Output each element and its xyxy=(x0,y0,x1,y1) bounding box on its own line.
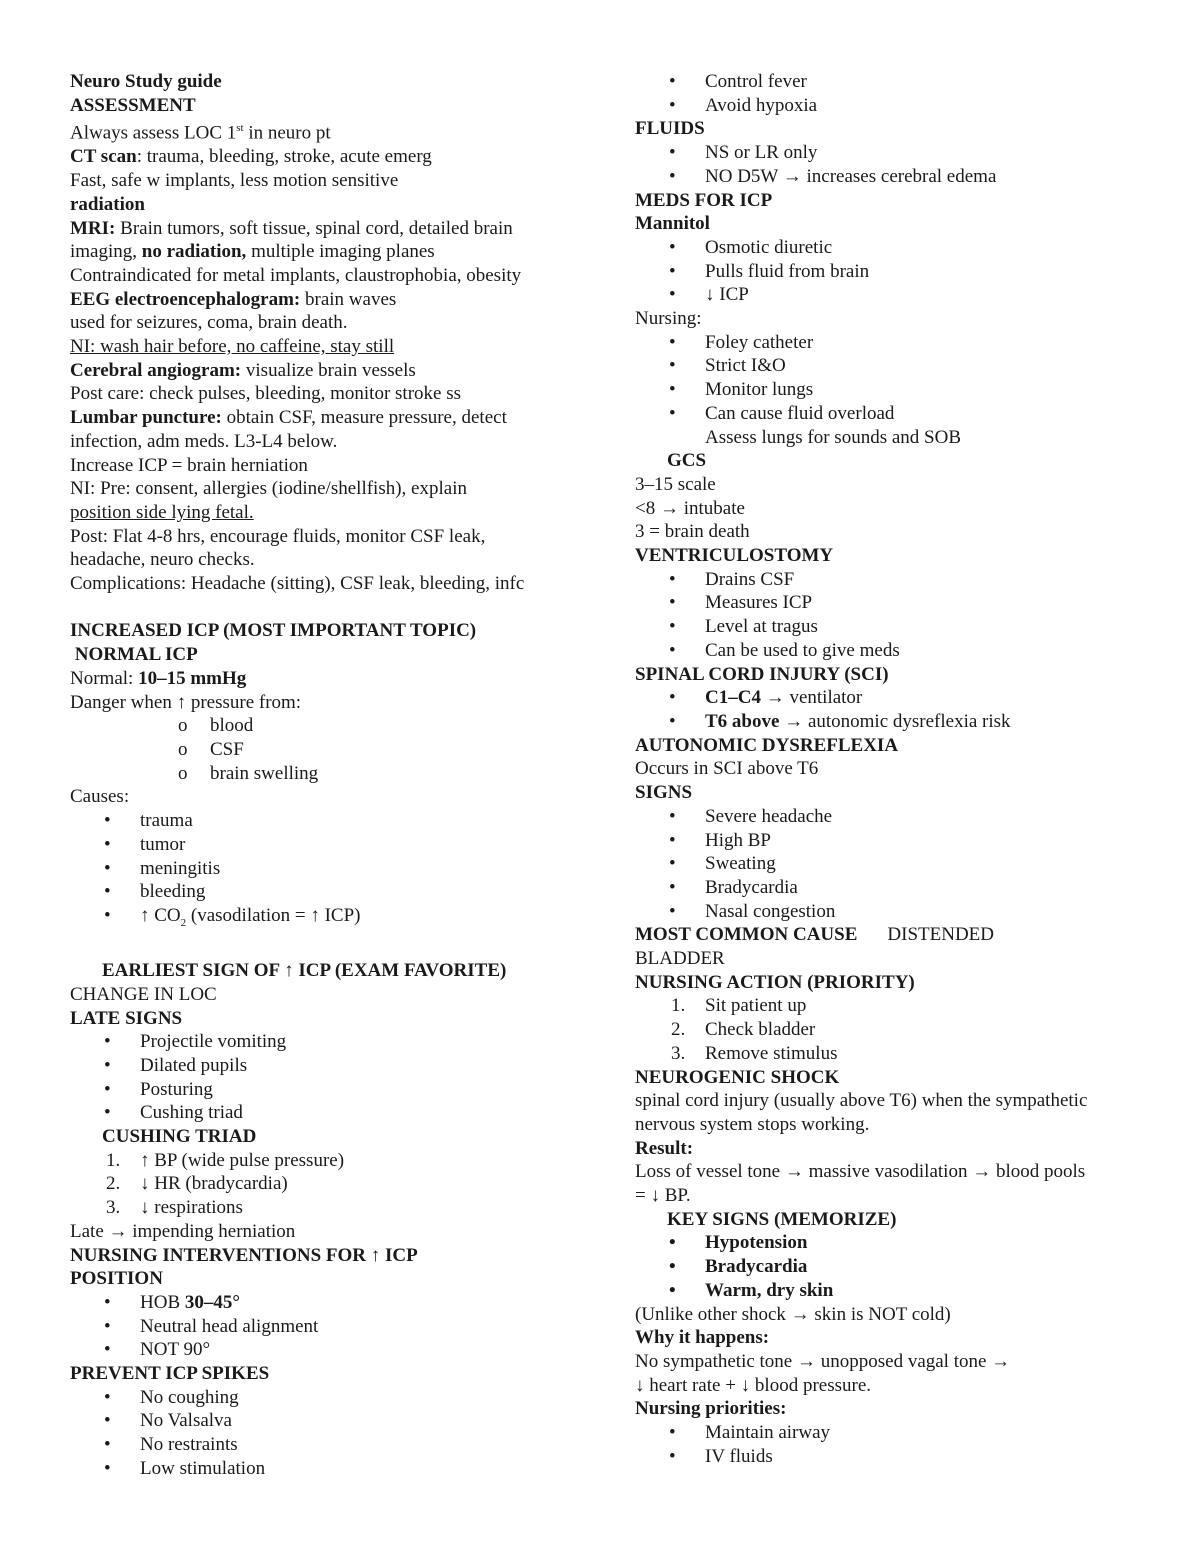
action-item-text: Remove stimulus xyxy=(705,1042,838,1064)
ventriculostomy-heading: VENTRICULOSTOMY xyxy=(635,545,834,567)
mannitol-item-text: ↓ ICP xyxy=(705,284,749,306)
circle-bullet-icon: o xyxy=(178,739,188,760)
bullet-icon: • xyxy=(104,1339,111,1361)
ventric-item xyxy=(635,639,1155,663)
circle-bullet-icon: o xyxy=(178,715,188,737)
sci-level: T6 above xyxy=(705,710,780,732)
nursing-item-text: Monitor lungs xyxy=(705,379,814,401)
cause-item-text: meningitis xyxy=(140,857,221,879)
cause-item-text: tumor xyxy=(140,833,186,855)
normal-line xyxy=(70,667,590,691)
key-sign-text: Hypotension xyxy=(705,1232,808,1254)
cushing-item xyxy=(70,1196,590,1220)
key-sign-item xyxy=(635,1279,1155,1303)
sign-item-text: Bradycardia xyxy=(705,876,798,898)
mannitol-item xyxy=(635,283,1155,307)
late-sign-text: Dilated pupils xyxy=(140,1054,248,1076)
radiation-label: radiation xyxy=(70,193,145,215)
action-item-text: Sit patient up xyxy=(705,995,807,1017)
ns-line-2: nervous system stops working. xyxy=(635,1113,870,1135)
fluid-item xyxy=(635,141,1155,165)
ns-line-1: spinal cord injury (usually above T6) when the sympathetic xyxy=(635,1090,1088,1112)
causes-label: Causes: xyxy=(70,786,130,808)
bullet-icon: • xyxy=(669,71,676,92)
priorities-heading: Nursing priorities: xyxy=(635,1398,787,1420)
late-sign-text: Projectile vomiting xyxy=(140,1031,287,1053)
mannitol-heading: Mannitol xyxy=(635,213,710,235)
mri-text-2c: multiple imaging planes xyxy=(246,241,435,263)
angio-label: Cerebral angiogram: xyxy=(70,359,242,381)
fluid-item-text: NO D5W → increases cerebral edema xyxy=(705,165,997,187)
eeg-line-2: used for seizures, coma, brain death. xyxy=(70,312,348,334)
bullet-icon: • xyxy=(104,1078,111,1100)
nursing-item-text: Can cause fluid overload xyxy=(705,402,895,424)
bullet-icon: • xyxy=(669,1279,676,1301)
prevent-spikes-heading: PREVENT ICP SPIKES xyxy=(70,1363,270,1385)
ventric-item-text: Can be used to give meds xyxy=(705,639,900,661)
sci-item-text: → ventilator xyxy=(760,687,863,709)
normal-icp-heading: NORMAL ICP xyxy=(70,644,198,666)
cushing-item xyxy=(70,1149,590,1173)
bullet-icon: • xyxy=(104,833,111,855)
neurogenic-shock-heading: NEUROGENIC SHOCK xyxy=(635,1066,840,1088)
ventric-item-text: Measures ICP xyxy=(705,592,813,614)
bullet-icon: • xyxy=(669,805,676,827)
bullet-icon: • xyxy=(669,94,676,116)
angio-post-care: Post care: check pulses, bleeding, monitor stroke ss xyxy=(70,383,462,405)
bullet-icon: • xyxy=(669,853,676,875)
mannitol-item xyxy=(635,260,1155,284)
key-sign-item xyxy=(635,1231,1155,1255)
mannitol-item xyxy=(635,236,1155,260)
danger-item-text: CSF xyxy=(210,739,244,760)
bullet-icon: • xyxy=(104,1386,111,1408)
assess-lungs: Assess lungs for sounds and SOB xyxy=(705,426,961,448)
bullet-icon: • xyxy=(669,236,676,258)
priority-item-text: IV fluids xyxy=(705,1445,773,1467)
mri-line xyxy=(70,217,590,241)
key-sign-text: Warm, dry skin xyxy=(705,1279,834,1301)
prevent-item xyxy=(70,1409,590,1433)
bullet-icon: • xyxy=(669,355,676,377)
prevent-item xyxy=(70,1386,590,1410)
co2-text-end: (vasodilation = ↑ ICP) xyxy=(186,904,361,926)
ct-line xyxy=(70,145,590,169)
danger-item xyxy=(70,762,590,786)
position-item xyxy=(70,1338,590,1362)
lp-nursing-pre: NI: Pre: consent, allergies (iodine/shellfish), explain xyxy=(70,478,467,500)
cushing-item-text: ↑ BP (wide pulse pressure) xyxy=(140,1149,345,1171)
left-column xyxy=(70,70,590,1481)
position-item-text: NOT 90° xyxy=(140,1339,211,1361)
cause-item xyxy=(70,833,590,857)
eeg-nursing: NI: wash hair before, no caffeine, stay still xyxy=(70,336,395,358)
loc-text: Always assess LOC 1 xyxy=(70,122,237,144)
danger-item-text: brain swelling xyxy=(210,762,319,784)
nursing-action-heading: NURSING ACTION (PRIORITY) xyxy=(635,971,915,993)
co2-text: ↑ CO xyxy=(140,904,181,926)
bullet-icon: • xyxy=(669,900,676,922)
bullet-icon: • xyxy=(669,639,676,661)
lp-icp: Increase ICP = brain herniation xyxy=(70,454,308,476)
bullet-icon: • xyxy=(669,1445,676,1467)
circle-bullet-icon: o xyxy=(178,762,188,784)
nursing-item-text: Foley catheter xyxy=(705,331,814,353)
result-heading: Result: xyxy=(635,1137,694,1159)
priority-item xyxy=(635,1421,1155,1445)
assessment-heading: ASSESSMENT xyxy=(70,94,196,116)
mri-no-radiation: no radiation, xyxy=(141,241,247,263)
bullet-icon: • xyxy=(669,1232,676,1254)
danger-line: Danger when ↑ pressure from: xyxy=(70,691,302,713)
bullet-icon: • xyxy=(104,1434,111,1456)
bullet-icon: • xyxy=(104,1457,111,1479)
common-cause-line xyxy=(635,923,1155,947)
bullet-icon: • xyxy=(669,592,676,614)
mannitol-item-text: Pulls fluid from brain xyxy=(705,260,870,282)
cushing-item-text: ↓ respirations xyxy=(140,1197,243,1219)
prevent-item-text: No coughing xyxy=(140,1386,239,1408)
ct-text: : trauma, bleeding, stroke, acute emerg xyxy=(136,146,432,168)
late-signs-heading: LATE SIGNS xyxy=(70,1007,183,1029)
lp-line-2: infection, adm meds. L3-L4 below. xyxy=(70,430,338,452)
hob-angle: 30–45° xyxy=(184,1291,240,1313)
sci-heading: SPINAL CORD INJURY (SCI) xyxy=(635,663,889,685)
mri-text-2a: imaging, xyxy=(70,241,142,263)
sign-item-text: Sweating xyxy=(705,853,776,875)
mri-label: MRI: xyxy=(70,217,116,239)
loc-sup: st xyxy=(236,122,244,135)
ad-occurs: Occurs in SCI above T6 xyxy=(635,758,819,780)
top-item xyxy=(635,94,1155,118)
right-column xyxy=(635,70,1155,1468)
gcs-line: 3 = brain death xyxy=(635,521,750,543)
signs-heading: SIGNS xyxy=(635,782,693,804)
bullet-icon: • xyxy=(669,568,676,590)
result-line-2: = ↓ BP. xyxy=(635,1185,691,1207)
bullet-icon: • xyxy=(669,142,676,164)
mri-text: Brain tumors, soft tissue, spinal cord, detailed brain xyxy=(115,217,513,239)
ventric-item-text: Drains CSF xyxy=(705,568,795,590)
sci-item xyxy=(635,686,1155,710)
result-line-1: Loss of vessel tone → massive vasodilation → blood pools xyxy=(635,1161,1086,1183)
danger-item xyxy=(70,714,590,738)
prevent-item xyxy=(70,1457,590,1481)
action-item xyxy=(635,1042,1155,1066)
list-number: 2. xyxy=(106,1173,121,1195)
bullet-icon: • xyxy=(669,331,676,353)
sign-item xyxy=(635,805,1155,829)
bullet-icon: • xyxy=(669,379,676,401)
prevent-item-text: No restraints xyxy=(140,1434,238,1456)
bullet-icon: • xyxy=(669,616,676,638)
bullet-icon: • xyxy=(104,1102,111,1124)
danger-item-text: blood xyxy=(210,715,254,737)
key-sign-text: Bradycardia xyxy=(705,1256,808,1278)
position-heading: POSITION xyxy=(70,1268,163,1290)
bullet-icon: • xyxy=(669,710,676,732)
cause-item xyxy=(70,857,590,881)
late-sign-text: Posturing xyxy=(140,1078,213,1100)
prevent-item-text: Low stimulation xyxy=(140,1457,266,1479)
ventric-item xyxy=(635,568,1155,592)
loc-text-end: in neuro pt xyxy=(243,122,331,144)
bullet-icon: • xyxy=(104,1031,111,1053)
fluids-heading: FLUIDS xyxy=(635,118,705,140)
list-number: 1. xyxy=(671,995,686,1017)
action-item-text: Check bladder xyxy=(705,1019,816,1041)
normal-value: 10–15 mmHg xyxy=(138,667,247,689)
position-item xyxy=(70,1315,590,1339)
co2-subscript: 2 xyxy=(180,916,187,929)
gcs-line: <8 → intubate xyxy=(635,497,745,519)
late-herniation: Late → impending herniation xyxy=(70,1220,296,1242)
angio-line xyxy=(70,359,590,383)
sign-item-text: High BP xyxy=(705,829,771,851)
unlike-other-shock: (Unlike other shock → skin is NOT cold) xyxy=(635,1303,951,1325)
nursing-item xyxy=(635,331,1155,355)
cushing-triad-heading: CUSHING TRIAD xyxy=(102,1126,257,1148)
bullet-icon: • xyxy=(104,857,111,879)
earliest-sign-heading: EARLIEST SIGN OF ↑ ICP (EXAM FAVORITE) xyxy=(102,960,507,982)
change-in-loc: CHANGE IN LOC xyxy=(70,983,217,1005)
bullet-icon: • xyxy=(669,1256,676,1278)
gcs-line: 3–15 scale xyxy=(635,473,716,495)
key-signs-heading: KEY SIGNS (MEMORIZE) xyxy=(667,1208,897,1230)
sign-item xyxy=(635,852,1155,876)
normal-label: Normal: xyxy=(70,667,139,689)
bullet-icon: • xyxy=(104,1054,111,1076)
sign-item xyxy=(635,876,1155,900)
list-number: 3. xyxy=(671,1042,686,1064)
late-sign-item xyxy=(70,1030,590,1054)
ct-label: CT scan xyxy=(70,146,137,168)
danger-item xyxy=(70,738,590,762)
sign-item-text: Severe headache xyxy=(705,805,833,827)
bullet-icon: • xyxy=(669,402,676,424)
bullet-icon: • xyxy=(104,810,111,832)
increased-icp-heading: INCREASED ICP (MOST IMPORTANT TOPIC) xyxy=(70,620,477,642)
ventric-item xyxy=(635,615,1155,639)
loc-line xyxy=(70,117,590,145)
sci-item xyxy=(635,710,1155,734)
top-item-text: Control fever xyxy=(705,71,807,92)
mannitol-item-text: Osmotic diuretic xyxy=(705,236,833,258)
late-sign-item xyxy=(70,1101,590,1125)
nursing-item xyxy=(635,378,1155,402)
lp-line xyxy=(70,406,590,430)
why-line-2: ↓ heart rate + ↓ blood pressure. xyxy=(635,1374,871,1396)
nursing-label: Nursing: xyxy=(635,308,702,330)
top-item xyxy=(635,70,1155,94)
position-item xyxy=(70,1291,590,1315)
bullet-icon: • xyxy=(104,904,111,926)
bullet-icon: • xyxy=(104,1410,111,1432)
sign-item-text: Nasal congestion xyxy=(705,900,836,922)
position-item-text: Neutral head alignment xyxy=(140,1315,319,1337)
common-cause-label: MOST COMMON CAUSE xyxy=(635,924,858,946)
key-sign-item xyxy=(635,1255,1155,1279)
ct-line-2: Fast, safe w implants, less motion sensitive xyxy=(70,170,399,192)
sign-item xyxy=(635,900,1155,924)
common-cause-value: DISTENDED xyxy=(887,924,994,946)
prevent-item xyxy=(70,1433,590,1457)
ad-heading: AUTONOMIC DYSREFLEXIA xyxy=(635,734,899,756)
cause-item xyxy=(70,880,590,904)
eeg-label: EEG electroencephalogram: xyxy=(70,288,301,310)
lp-label: Lumbar puncture: xyxy=(70,407,222,429)
action-item xyxy=(635,994,1155,1018)
meds-heading: MEDS FOR ICP xyxy=(635,189,773,211)
prevent-item-text: No Valsalva xyxy=(140,1410,232,1432)
fluid-item xyxy=(635,165,1155,189)
late-sign-item xyxy=(70,1054,590,1078)
cushing-item-text: ↓ HR (bradycardia) xyxy=(140,1173,288,1195)
nursing-interventions-heading: NURSING INTERVENTIONS FOR ↑ ICP xyxy=(70,1244,418,1266)
document-title: Neuro Study guide xyxy=(70,71,222,92)
priority-item xyxy=(635,1445,1155,1469)
lp-position: position side lying fetal. xyxy=(70,501,254,523)
late-sign-text: Cushing triad xyxy=(140,1102,243,1124)
action-item xyxy=(635,1018,1155,1042)
lp-post-2: headache, neuro checks. xyxy=(70,549,255,571)
sci-item-text: → autonomic dysreflexia risk xyxy=(779,710,1011,732)
lp-post-1: Post: Flat 4-8 hrs, encourage fluids, monitor CSF leak, xyxy=(70,525,486,547)
bullet-icon: • xyxy=(669,1422,676,1444)
eeg-line xyxy=(70,288,590,312)
spacer xyxy=(70,596,590,620)
ventric-item-text: Level at tragus xyxy=(705,616,818,638)
hob-text: HOB xyxy=(140,1291,185,1313)
cause-item-text: trauma xyxy=(140,810,193,832)
angio-text: visualize brain vessels xyxy=(241,359,416,381)
bullet-icon: • xyxy=(669,687,676,709)
bullet-icon: • xyxy=(669,165,676,187)
gcs-heading: GCS xyxy=(667,450,707,472)
ventric-item xyxy=(635,591,1155,615)
spacer xyxy=(70,935,590,959)
bullet-icon: • xyxy=(104,1291,111,1313)
priority-item-text: Maintain airway xyxy=(705,1422,831,1444)
sci-level: C1–C4 xyxy=(705,687,761,709)
bullet-icon: • xyxy=(669,876,676,898)
bullet-icon: • xyxy=(104,1315,111,1337)
cause-item-co2 xyxy=(70,904,590,936)
cause-item-text: bleeding xyxy=(140,881,206,903)
bullet-icon: • xyxy=(669,260,676,282)
eeg-text: brain waves xyxy=(300,288,397,310)
why-line-1: No sympathetic tone → unopposed vagal tone → xyxy=(635,1350,1011,1372)
cause-item xyxy=(70,809,590,833)
list-number: 3. xyxy=(106,1197,121,1219)
lp-text: obtain CSF, measure pressure, detect xyxy=(221,407,507,429)
common-cause-line-2: BLADDER xyxy=(635,948,725,970)
nursing-item xyxy=(635,402,1155,426)
bullet-icon: • xyxy=(669,829,676,851)
late-sign-item xyxy=(70,1078,590,1102)
fluid-item-text: NS or LR only xyxy=(705,142,818,164)
cushing-item xyxy=(70,1172,590,1196)
nursing-item-text: Strict I&O xyxy=(705,355,786,377)
why-heading: Why it happens: xyxy=(635,1327,770,1349)
list-number: 2. xyxy=(671,1019,686,1041)
nursing-item xyxy=(635,354,1155,378)
list-number: 1. xyxy=(106,1149,121,1171)
top-item-text: Avoid hypoxia xyxy=(705,94,818,116)
mri-line-2 xyxy=(70,240,590,264)
sign-item xyxy=(635,829,1155,853)
bullet-icon: • xyxy=(104,881,111,903)
lp-complications: Complications: Headache (sitting), CSF leak, bleeding, infc xyxy=(70,573,525,595)
mri-contraindications: Contraindicated for metal implants, claustrophobia, obesity xyxy=(70,264,522,286)
bullet-icon: • xyxy=(669,284,676,306)
